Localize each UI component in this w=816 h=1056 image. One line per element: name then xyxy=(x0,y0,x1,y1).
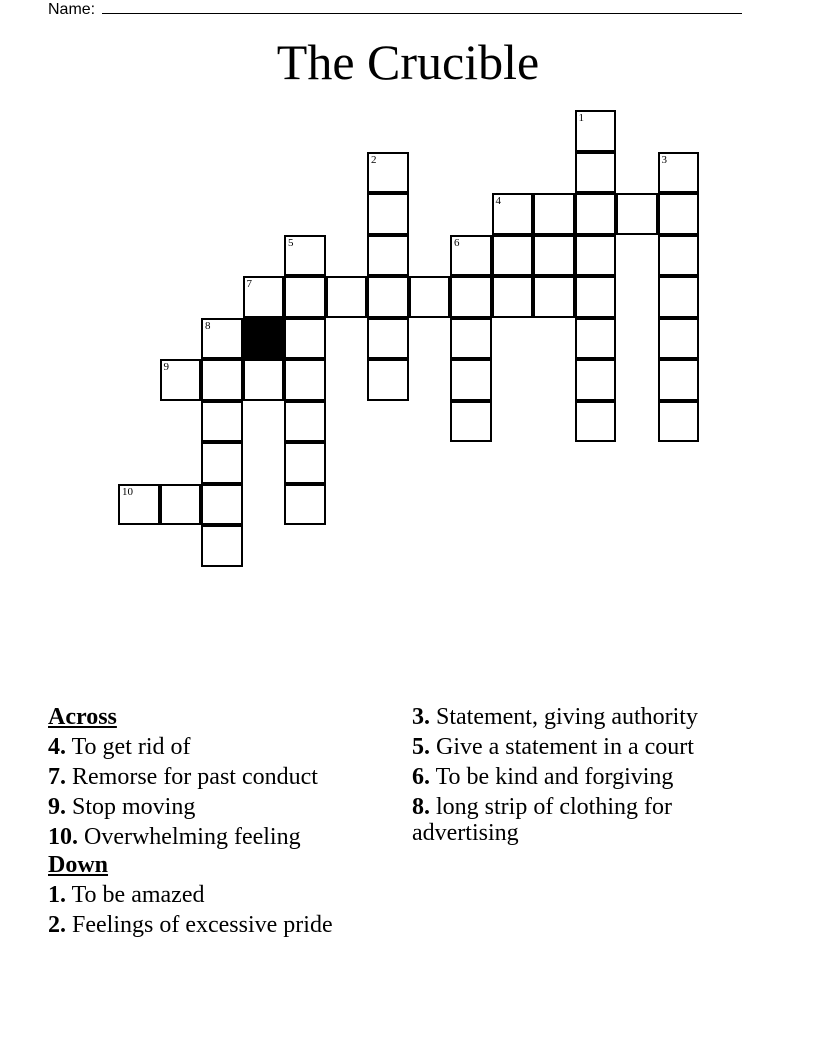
grid-cell[interactable] xyxy=(450,359,492,401)
clue-item-text: Statement, giving authority xyxy=(430,704,698,730)
grid-cell[interactable] xyxy=(284,276,326,318)
grid-cell[interactable] xyxy=(160,484,202,526)
clue-item xyxy=(48,794,398,820)
clue-item-number: 7. xyxy=(48,764,66,790)
grid-cell[interactable] xyxy=(575,110,617,152)
clue-number: 10 xyxy=(122,485,133,498)
grid-cell[interactable] xyxy=(533,276,575,318)
grid-cell[interactable] xyxy=(367,276,409,318)
clue-number: 5 xyxy=(288,236,294,249)
clue-item xyxy=(48,824,398,850)
clue-number: 6 xyxy=(454,236,460,249)
clue-item-number: 10. xyxy=(48,824,78,850)
clue-item-text: To be kind and forgiving xyxy=(430,764,674,790)
clue-item-text: Give a statement in a court xyxy=(430,734,694,760)
grid-cell[interactable] xyxy=(367,359,409,401)
grid-cell[interactable] xyxy=(658,235,700,277)
clue-item-text: Remorse for past conduct xyxy=(66,764,318,790)
grid-cell[interactable] xyxy=(367,193,409,235)
down-heading: Down xyxy=(48,852,109,878)
grid-cell[interactable] xyxy=(575,318,617,360)
clue-item-number: 8. xyxy=(412,794,430,820)
grid-cell[interactable] xyxy=(616,193,658,235)
clue-item xyxy=(48,764,398,790)
across-heading: Across xyxy=(48,704,117,730)
clue-number: 9 xyxy=(163,361,169,373)
grid-cell[interactable] xyxy=(658,401,700,443)
grid-cell[interactable] xyxy=(450,235,492,277)
grid-cell[interactable] xyxy=(326,276,368,318)
grid-cell[interactable] xyxy=(243,359,285,401)
grid-cell[interactable] xyxy=(284,235,326,277)
clue-item xyxy=(412,764,752,790)
across-clues-list xyxy=(48,734,398,850)
clue-item-number: 4. xyxy=(48,734,66,760)
grid-cell[interactable] xyxy=(284,484,326,526)
clue-item-text: Feelings of excessive pride xyxy=(66,912,333,938)
grid-cell[interactable] xyxy=(284,359,326,401)
grid-cell[interactable] xyxy=(201,442,243,484)
grid-cell[interactable] xyxy=(492,193,534,235)
clue-item xyxy=(48,734,398,760)
clue-item xyxy=(412,704,752,730)
grid-cell[interactable] xyxy=(575,359,617,401)
grid-cell[interactable] xyxy=(367,152,409,194)
grid-cell[interactable] xyxy=(118,484,160,526)
grid-cell[interactable] xyxy=(575,276,617,318)
clue-number: 1 xyxy=(578,112,584,124)
clues-left-column xyxy=(48,704,398,942)
grid-cell[interactable] xyxy=(658,276,700,318)
clue-item-number: 9. xyxy=(48,794,66,820)
clue-item-number: 1. xyxy=(48,882,66,908)
grid-cell[interactable] xyxy=(201,318,243,360)
grid-block-cell xyxy=(243,318,285,360)
grid-cell[interactable] xyxy=(533,235,575,277)
name-label: Name: xyxy=(48,1,96,18)
clue-item-number: 6. xyxy=(412,764,430,790)
grid-cell[interactable] xyxy=(492,276,534,318)
clue-number: 3 xyxy=(661,153,667,166)
grid-cell[interactable] xyxy=(450,276,492,318)
grid-cell[interactable] xyxy=(450,318,492,360)
clue-item-text: Overwhelming feeling xyxy=(78,824,301,850)
clue-item xyxy=(48,912,398,938)
grid-cell[interactable] xyxy=(201,484,243,526)
grid-cell[interactable] xyxy=(409,276,451,318)
page-title: The Crucible xyxy=(276,34,540,90)
grid-cell[interactable] xyxy=(450,401,492,443)
clues-right-column xyxy=(412,704,752,850)
clue-item xyxy=(48,882,398,908)
grid-cell[interactable] xyxy=(575,152,617,194)
clue-number: 7 xyxy=(246,278,252,290)
clue-item xyxy=(412,734,752,760)
grid-cell[interactable] xyxy=(367,235,409,277)
clue-item-number: 5. xyxy=(412,734,430,760)
clue-number: 4 xyxy=(495,195,501,207)
clue-item-text: To be amazed xyxy=(66,882,205,908)
grid-cell[interactable] xyxy=(575,235,617,277)
grid-cell[interactable] xyxy=(201,401,243,443)
grid-cell[interactable] xyxy=(575,401,617,443)
down-clues-list xyxy=(48,882,398,938)
grid-cell[interactable] xyxy=(284,442,326,484)
grid-cell[interactable] xyxy=(160,359,202,401)
grid-cell[interactable] xyxy=(201,359,243,401)
clue-item-text: long strip of clothing for advertising xyxy=(412,794,672,846)
grid-cell[interactable] xyxy=(658,152,700,194)
clue-item-text: Stop moving xyxy=(66,794,196,820)
clue-number: 2 xyxy=(371,153,377,166)
grid-cell[interactable] xyxy=(658,359,700,401)
grid-cell[interactable] xyxy=(658,318,700,360)
grid-cell[interactable] xyxy=(284,401,326,443)
grid-cell[interactable] xyxy=(658,193,700,235)
clue-item-number: 2. xyxy=(48,912,66,938)
grid-cell[interactable] xyxy=(367,318,409,360)
grid-cell[interactable] xyxy=(201,525,243,567)
clue-number: 8 xyxy=(205,319,211,332)
clue-item-number: 3. xyxy=(412,704,430,730)
clue-item xyxy=(412,794,752,846)
grid-cell[interactable] xyxy=(284,318,326,360)
grid-cell[interactable] xyxy=(243,276,285,318)
clue-item-text: To get rid of xyxy=(66,734,191,760)
grid-cell[interactable] xyxy=(533,193,575,235)
grid-cell[interactable] xyxy=(492,235,534,277)
grid-cell[interactable] xyxy=(575,193,617,235)
